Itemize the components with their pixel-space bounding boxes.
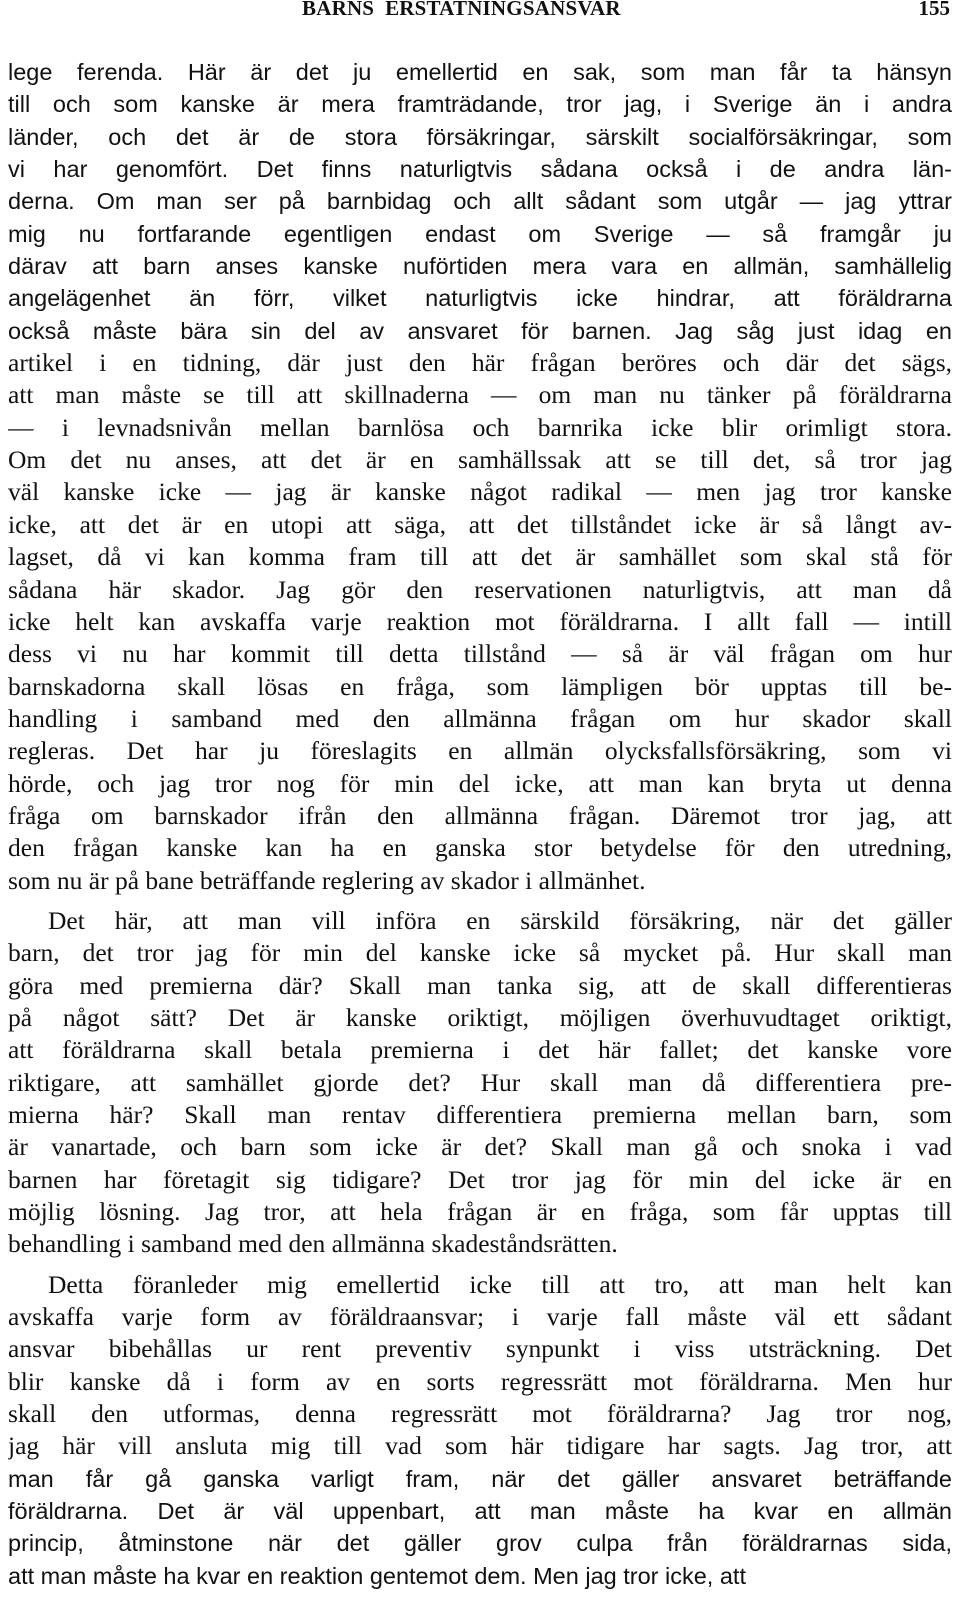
text-line: man får gå ganska varligt fram, när det gäller ansvaret beträffande xyxy=(8,1465,952,1492)
text-line: barn, det tror jag för min del kanske icke så mycket på. Hur skall man xyxy=(8,938,952,968)
paragraph xyxy=(8,905,952,1261)
text-line: regleras. Det har ju föreslagits en allmän olycksfallsförsäkring, som vi xyxy=(8,736,952,766)
text-line: riktigare, att samhället gjorde det? Hur skall man då differentiera pre- xyxy=(8,1067,952,1097)
text-line: Det här, att man vill införa en särskild försäkring, när det gäller xyxy=(48,905,952,935)
text-line: lagset, då vi kan komma fram till att det är samhället som skal stå för xyxy=(8,542,952,572)
text-line: föräldrarna. Det är väl uppenbart, att man måste ha kvar en allmän xyxy=(8,1498,952,1525)
text-line: dess vi nu har kommit till detta tillstånd — så är väl frågan om hur xyxy=(8,639,952,669)
text-line: fråga om barnskador ifrån den allmänna frågan. Däremot tror jag, att xyxy=(8,800,952,830)
text-line: möjlig lösning. Jag tror, att hela frågan är en fråga, som får upptas till xyxy=(8,1197,952,1227)
body-text xyxy=(8,56,952,1592)
text-line: handling i samband med den allmänna frågan om hur skador skall xyxy=(8,703,952,733)
text-line: mig nu fortfarande egentligen endast om Sverige — så framgår ju xyxy=(8,220,952,247)
text-line: avskaffa varje form av föräldraansvar; i varje fall måste väl ett sådant xyxy=(8,1302,952,1332)
text-line: barnen har företagit sig tidigare? Det tror jag för min del icke är en xyxy=(8,1164,952,1194)
running-title: BARNS ERSTATNINGSANSVAR xyxy=(302,0,621,20)
text-line: Detta föranleder mig emellertid icke till att tro, att man helt kan xyxy=(48,1269,952,1299)
text-line: är vanartade, och barn som icke är det? Skall man gå och snoka i vad xyxy=(8,1132,952,1162)
text-line: som nu är på bane beträffande reglering av skador i allmänhet. xyxy=(8,865,646,895)
text-line: icke helt kan avskaffa varje reaktion mot föräldrarna. I allt fall — intill xyxy=(8,606,952,636)
text-line: länder, och det är de stora försäkringar, särskilt socialförsäkringar, som xyxy=(8,123,952,150)
text-line: Om det nu anses, att det är en samhällssak att se till det, så tror jag xyxy=(8,445,952,475)
text-line: princip, åtminstone när det gäller grov culpa från föräldrarnas sida, xyxy=(8,1530,952,1557)
text-line: sådana här skador. Jag gör den reservationen naturligtvis, att man då xyxy=(8,574,952,604)
text-line: derna. Om man ser på barnbidag och allt sådant som utgår — jag yttrar xyxy=(8,188,952,215)
text-line: till och som kanske är mera framträdande, tror jag, i Sverige än i andra xyxy=(8,91,952,118)
text-line: barnskadorna skall lösas en fråga, som lämpligen bör upptas till be- xyxy=(8,671,952,701)
text-line: väl kanske icke — jag är kanske något radikal — men jag tror kanske xyxy=(8,477,952,507)
text-line: hörde, och jag tror nog för min del icke, att man kan bryta ut denna xyxy=(8,768,952,798)
text-line: på något sätt? Det är kanske oriktigt, möjligen överhuvudtaget oriktigt, xyxy=(8,1002,952,1032)
text-line: jag här vill ansluta mig till vad som här tidigare har sagts. Jag tror, att xyxy=(8,1431,952,1461)
running-header xyxy=(0,0,960,30)
text-line: artikel i en tidning, där just den här frågan beröres och där det sägs, xyxy=(8,348,952,378)
paragraph-gap xyxy=(8,897,952,905)
text-line: därav att barn anses kanske nuförtiden mera vara en allmän, samhällelig xyxy=(8,253,952,280)
text-line: angelägenhet än förr, vilket naturligtvis icke hindrar, att föräldrarna xyxy=(8,285,952,312)
text-line: lege ferenda. Här är det ju emellertid en sak, som man får ta hänsyn xyxy=(8,59,952,85)
paragraph xyxy=(8,1269,952,1592)
page-number: 155 xyxy=(918,0,950,20)
text-line: att man måste ha kvar en reaktion gentemot dem. Men jag tror icke, att xyxy=(8,1562,746,1589)
text-line: behandling i samband med den allmänna skadeståndsrätten. xyxy=(8,1229,618,1259)
text-line: att föräldrarna skall betala premierna i det här fallet; det kanske vore xyxy=(8,1035,952,1065)
text-line: skall den utformas, denna regressrätt mot föräldrarna? Jag tror nog, xyxy=(8,1399,952,1429)
text-line: blir kanske då i form av en sorts regressrätt mot föräldrarna. Men hur xyxy=(8,1366,952,1396)
text-line: — i levnadsnivån mellan barnlösa och barnrika icke blir orimligt stora. xyxy=(8,412,952,442)
text-line: också måste bära sin del av ansvaret för barnen. Jag såg just idag en xyxy=(8,317,952,344)
text-line: den frågan kanske kan ha en ganska stor betydelse för den utredning, xyxy=(8,833,952,863)
text-line: göra med premierna där? Skall man tanka sig, att de skall differentieras xyxy=(8,970,952,1000)
text-line: mierna här? Skall man rentav differentiera premierna mellan barn, som xyxy=(8,1100,952,1129)
text-line: att man måste se till att skillnaderna — om man nu tänker på föräldrarna xyxy=(8,380,952,410)
text-line: icke, att det är en utopi att säga, att det tillståndet icke är så långt av- xyxy=(8,509,952,539)
paragraph-gap xyxy=(8,1261,952,1269)
text-line: ansvar bibehållas ur rent preventiv synpunkt i viss utsträckning. Det xyxy=(8,1334,952,1364)
text-line: vi har genomfört. Det finns naturligtvis sådana också i de andra län- xyxy=(8,156,952,183)
paragraph xyxy=(8,56,952,897)
